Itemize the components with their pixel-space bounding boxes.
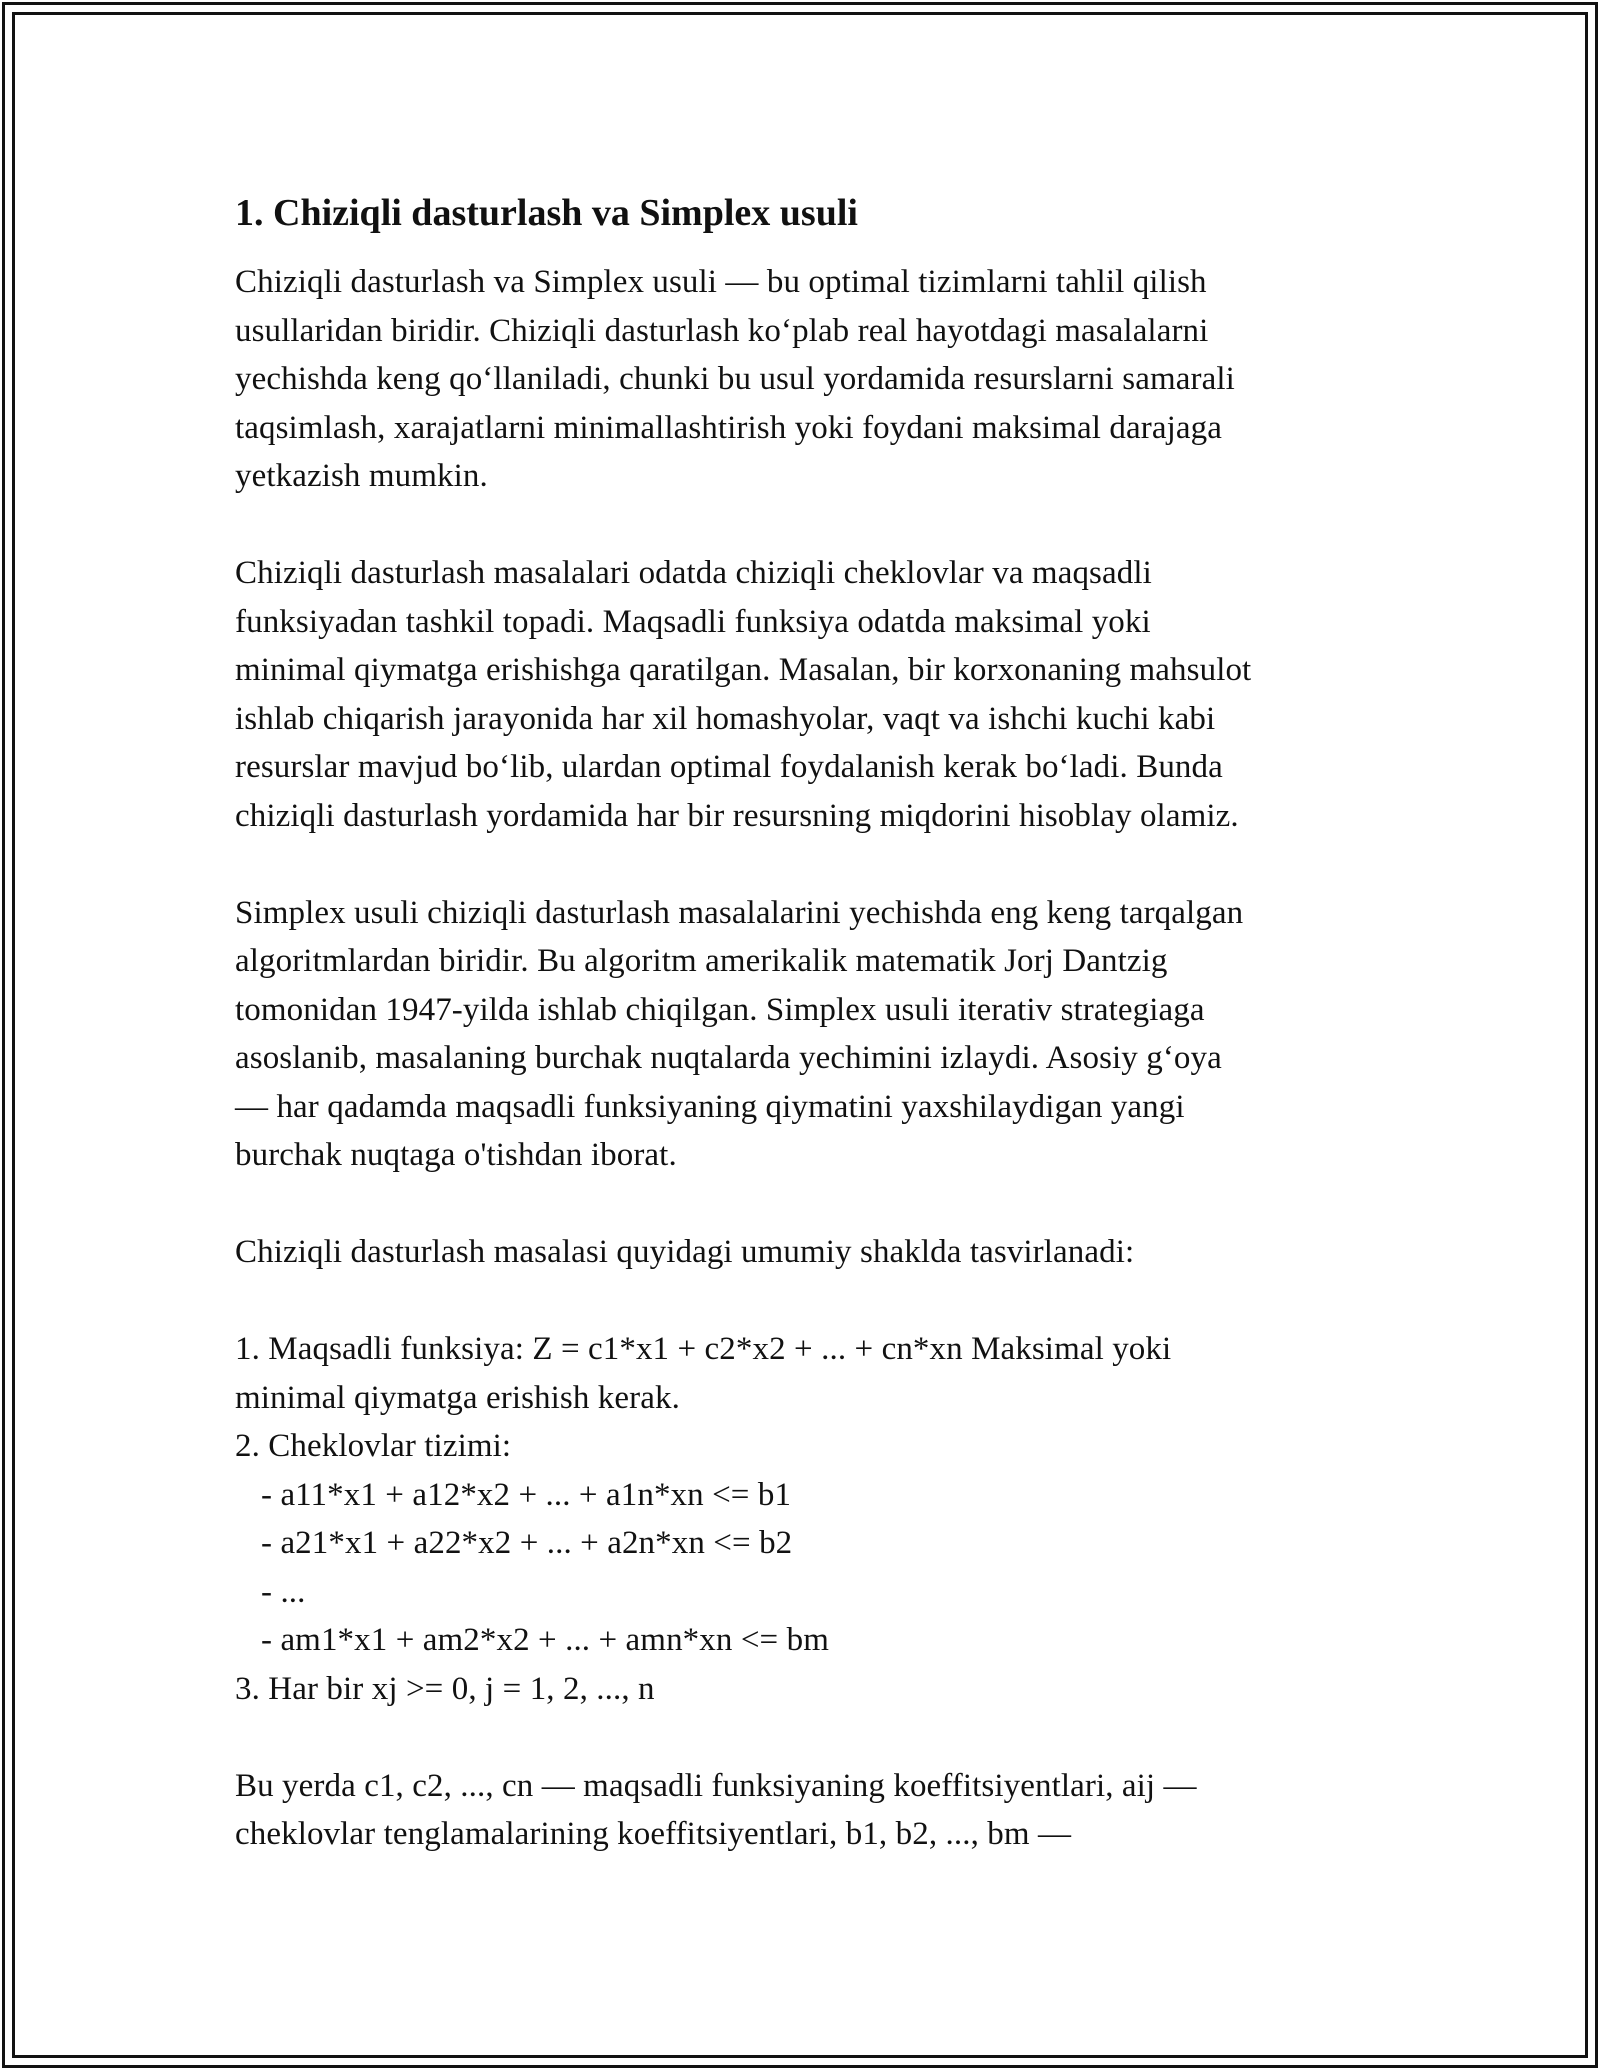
text-line: yetkazish mumkin. [235,458,488,494]
text-line: asoslanib, masalaning burchak nuqtalarda yechimini izlaydi. Asosiy g‘oya [235,1040,1222,1076]
text-line: Simplex usuli chiziqli dasturlash masalalarini yechishda eng keng tarqalgan [235,894,1244,931]
paragraph-gap [235,840,1375,889]
text-line: resurslar mavjud bo‘lib, ulardan optimal foydalanish kerak bo‘ladi. Bunda [235,749,1223,785]
paragraph-definitions [235,1762,1375,1859]
text-line: ishlab chiqarish jarayonida har xil homashyolar, vaqt va ishchi kuchi kabi [235,700,1216,737]
text-line: taqsimlash, xarajatlarni minimallashtirish yoki foydani maksimal darajaga [235,409,1222,446]
list-item-objective: 1. Maqsadli funksiya: Z = c1*x1 + c2*x2 + ... + cn*xn Maksimal yoki [235,1331,1172,1367]
list-item-objective-cont: minimal qiymatga erishish kerak. [235,1379,680,1416]
text-line: Bu yerda c1, c2, ..., cn — maqsadli funksiyaning koeffitsiyentlari, aij — [235,1767,1197,1804]
paragraph-gap [235,1713,1375,1762]
text-line: Chiziqli dasturlash masalasi quyidagi umumiy shaklda tasvirlanadi: [235,1234,1135,1270]
text-line: yechishda keng qo‘llaniladi, chunki bu usul yordamida resurslarni samarali [235,361,1235,397]
text-line: chiziqli dasturlash yordamida har bir resursning miqdorini hisoblay olamiz. [235,797,1239,834]
constraint-line: - a11*x1 + a12*x2 + ... + a1n*xn <= b1 [261,1476,792,1513]
list-item-constraints: 2. Cheklovlar tizimi: [235,1428,512,1464]
paragraph-intro [235,258,1375,501]
paragraph-gap [235,1277,1375,1326]
text-line: algoritmlardan biridir. Bu algoritm amerikalik matematik Jorj Dantzig [235,943,1168,979]
paragraph-gap [235,1180,1375,1229]
paragraph-structure [235,549,1375,840]
constraint-line: - am1*x1 + am2*x2 + ... + amn*xn <= bm [261,1622,829,1658]
formulation-list [235,1325,1375,1713]
text-line: usullaridan biridir. Chiziqli dasturlash ko‘plab real hayotdagi masalalarni [235,312,1209,349]
text-line: minimal qiymatga erishishga qaratilgan. Masalan, bir korxonaning mahsulot [235,652,1252,688]
document-body [235,188,1375,1859]
text-line: funksiyadan tashkil topadi. Maqsadli funksiya odatda maksimal yoki [235,603,1151,640]
text-line: burchak nuqtaga o'tishdan iborat. [235,1137,677,1173]
list-item-nonnegativity: 3. Har bir xj >= 0, j = 1, 2, ..., n [235,1670,655,1707]
page-title: 1. Chiziqli dasturlash va Simplex usuli [235,192,858,234]
text-line: Chiziqli dasturlash masalalari odatda chiziqli cheklovlar va maqsadli [235,555,1152,591]
paragraph-gap [235,501,1375,550]
paragraph-simplex [235,889,1375,1180]
text-line: — har qadamda maqsadli funksiyaning qiymatini yaxshilaydigan yangi [235,1088,1185,1125]
text-line: tomonidan 1947-yilda ishlab chiqilgan. Simplex usuli iterativ strategiaga [235,991,1205,1028]
constraint-line: - ... [261,1573,306,1610]
paragraph-general-form [235,1228,1375,1277]
text-line: Chiziqli dasturlash va Simplex usuli — bu optimal tizimlarni tahlil qilish [235,264,1207,300]
text-line: cheklovlar tenglamalarining koeffitsiyentlari, b1, b2, ..., bm — [235,1816,1072,1852]
constraint-line: - a21*x1 + a22*x2 + ... + a2n*xn <= b2 [261,1525,793,1561]
